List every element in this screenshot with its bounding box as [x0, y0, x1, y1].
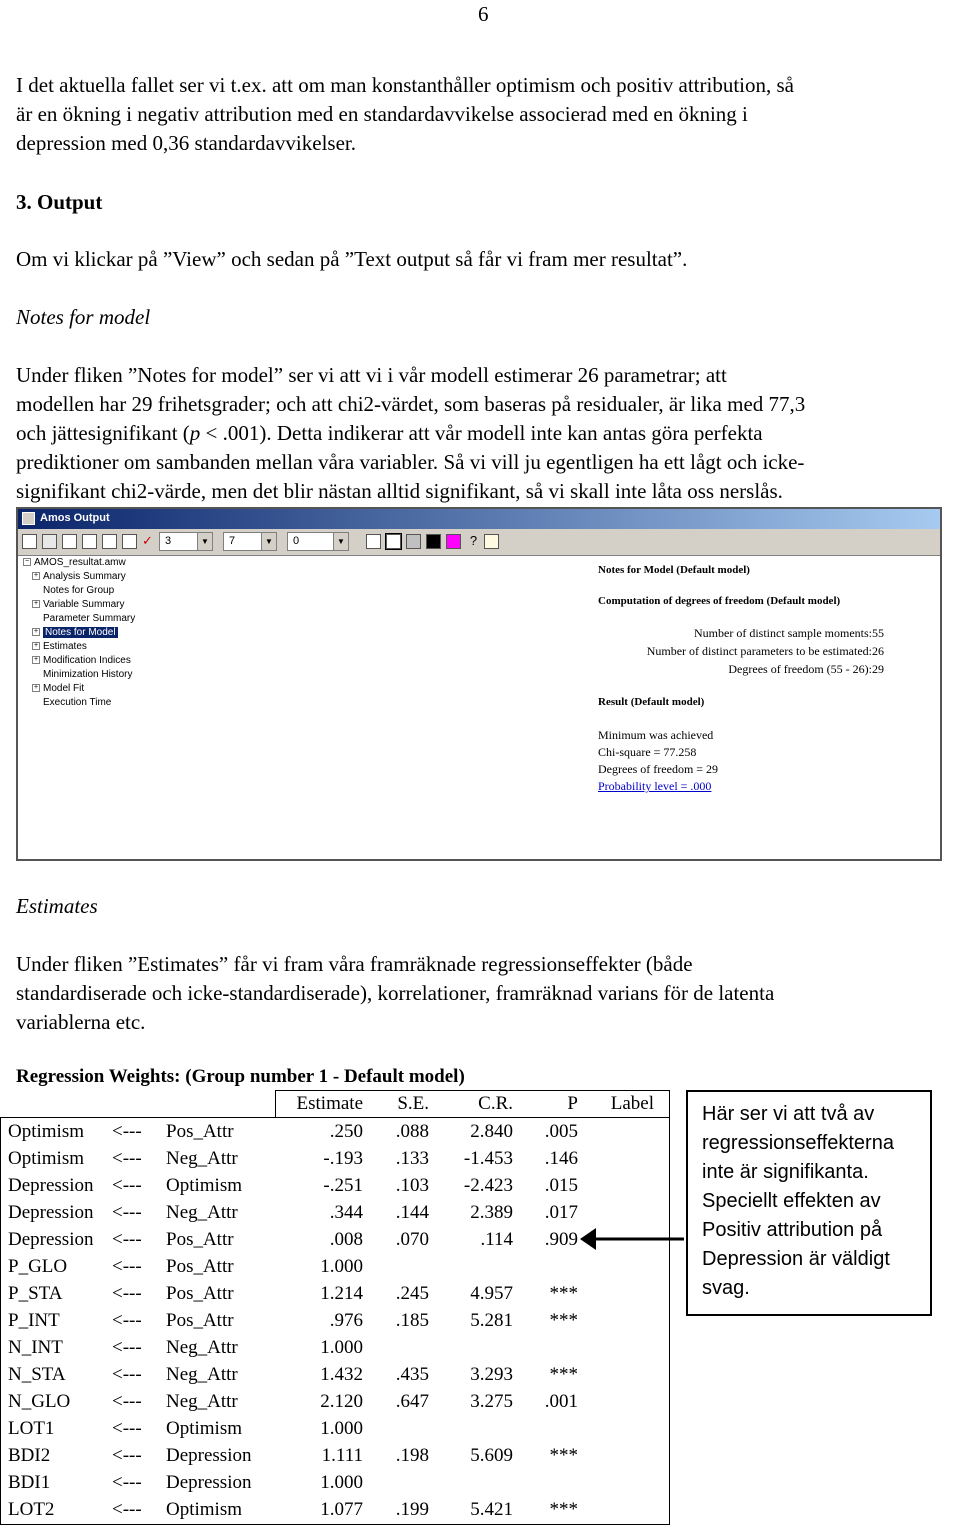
grid-icon[interactable]	[22, 534, 37, 549]
copy-icon[interactable]	[82, 534, 97, 549]
table-cell: <---	[112, 1499, 142, 1520]
dof-row-label: Degrees of freedom (55 - 26):	[728, 662, 872, 676]
estimates-heading: Estimates	[16, 894, 98, 918]
table-cell: <---	[112, 1148, 142, 1169]
table-cell: N_STA	[8, 1364, 66, 1385]
tree-item-model-fit[interactable]	[32, 682, 84, 695]
table-icon[interactable]	[102, 534, 117, 549]
table-cell: Pos_Attr	[166, 1283, 234, 1304]
table-cell: <---	[112, 1418, 142, 1439]
table-cell: ***	[549, 1283, 578, 1304]
table-cell: .001	[544, 1391, 578, 1412]
table-cell: .185	[395, 1310, 429, 1331]
amos-window-title: Amos Output	[40, 512, 110, 524]
table-cell: Optimism	[8, 1121, 85, 1142]
table-header: Estimate	[296, 1093, 363, 1114]
table-cell: Depression	[8, 1202, 94, 1223]
table-cell: 1.000	[320, 1256, 363, 1277]
table-header: S.E.	[397, 1093, 429, 1114]
callout-arrow	[580, 1222, 684, 1256]
table-cell: Optimism	[166, 1418, 243, 1439]
tree-item-label: Execution Time	[43, 697, 112, 708]
table-cell: Neg_Attr	[166, 1391, 238, 1412]
table-cell: BDI2	[8, 1445, 51, 1466]
table-cell: <---	[112, 1202, 142, 1223]
table-cell: .005	[544, 1121, 578, 1142]
table-cell: N_GLO	[8, 1391, 71, 1412]
table-cell: N_INT	[8, 1337, 63, 1358]
output-pane	[588, 556, 938, 859]
table-cell: ***	[549, 1445, 578, 1466]
tree-item-label: Modification Indices	[43, 655, 131, 666]
tree-item-variable-summary[interactable]	[32, 598, 125, 611]
expand-icon: +	[33, 600, 39, 608]
tree-item-notes-for-model[interactable]	[32, 626, 118, 639]
amos-app-icon	[22, 512, 35, 525]
table-cell: .133	[395, 1148, 429, 1169]
callout-line: Positiv attribution på	[702, 1219, 883, 1241]
table-cell: .435	[395, 1364, 429, 1385]
tree-item-label: Notes for Group	[43, 585, 115, 596]
chevron-down-icon: ▼	[261, 533, 276, 550]
tree-item-execution-time[interactable]	[32, 696, 111, 709]
dof-row-label: Number of distinct sample moments:	[694, 626, 872, 640]
table-cell: .146	[544, 1148, 578, 1169]
gridlines-icon[interactable]	[366, 534, 381, 549]
table-cell: Neg_Attr	[166, 1337, 238, 1358]
table-cell: ***	[549, 1364, 578, 1385]
print-preview-icon[interactable]	[42, 534, 57, 549]
table-cell: .070	[395, 1229, 429, 1250]
table-caption: Regression Weights: (Group number 1 - Default model)	[16, 1066, 465, 1087]
tree-item-parameter-summary[interactable]	[32, 612, 135, 625]
table-cell: 1.077	[320, 1499, 363, 1520]
expand-icon: +	[33, 684, 39, 692]
table-cell: Depression	[166, 1445, 252, 1466]
table-cell: -.251	[323, 1175, 363, 1196]
table-cell: 1.000	[320, 1418, 363, 1439]
regression-weights-table	[0, 1090, 670, 1528]
table-cell: <---	[112, 1472, 142, 1493]
intro-line-1: I det aktuella fallet ser vi t.ex. att om man konstanthåller optimism och positiv attribution, så	[16, 73, 794, 97]
amos-titlebar	[18, 509, 940, 529]
output-tree	[18, 556, 268, 859]
result-title: Result (Default model)	[598, 696, 705, 708]
table-cell: Neg_Attr	[166, 1148, 238, 1169]
expand-icon: +	[33, 628, 39, 636]
chevron-down-icon: ▼	[333, 533, 348, 550]
notes-line-3a: och jättesignifikant (	[16, 421, 190, 445]
expand-icon: +	[33, 656, 39, 664]
table-cell: P_INT	[8, 1310, 60, 1331]
columns-value: 0	[293, 535, 300, 547]
table-cell: 1.111	[321, 1445, 363, 1466]
table-cell: LOT1	[8, 1418, 55, 1439]
table-cell: -2.423	[463, 1175, 513, 1196]
dof-row-value: 55	[872, 626, 884, 640]
tree-item-minimization-history[interactable]	[32, 668, 132, 681]
tree-item-notes-for-group[interactable]	[32, 584, 114, 597]
tree-item-label: Parameter Summary	[43, 613, 136, 624]
dof-row-label: Number of distinct parameters to be estimated:	[646, 644, 872, 658]
table-cell: <---	[112, 1283, 142, 1304]
table-cell: .015	[544, 1175, 578, 1196]
table-cell: <---	[112, 1256, 142, 1277]
arrow-head	[580, 1228, 596, 1250]
expand-icon: +	[33, 642, 39, 650]
notes-p-symbol: p	[189, 421, 201, 445]
amos-toolbar	[18, 529, 940, 556]
table-cell: Depression	[166, 1472, 252, 1493]
width-value: 7	[229, 535, 236, 547]
callout-line: Depression är väldigt	[702, 1248, 890, 1270]
table-cell: 5.281	[470, 1310, 513, 1331]
tree-item-label: Analysis Summary	[43, 571, 126, 582]
table-cell: 2.120	[320, 1391, 363, 1412]
table-cell: -1.453	[463, 1148, 513, 1169]
table-cell: Pos_Attr	[166, 1310, 234, 1331]
notes-line-5: signifikant chi2-värde, men det blir nästan alltid signifikant, så vi skall inte låta oss nerslås.	[16, 479, 783, 503]
callout-box	[686, 1090, 932, 1316]
table-header: C.R.	[478, 1093, 513, 1114]
book-icon[interactable]	[484, 534, 499, 549]
table-cell: Optimism	[166, 1175, 243, 1196]
estimates-line-3: variablerna etc.	[16, 1010, 146, 1034]
table-cell: 1.000	[320, 1337, 363, 1358]
notes-line-3	[16, 419, 763, 448]
table-cell: 1.000	[320, 1472, 363, 1493]
callout-line: Här ser vi att två av	[702, 1103, 875, 1125]
tree-item-label-selected: Notes for Model	[45, 627, 116, 638]
table-cell: 3.293	[470, 1364, 513, 1385]
table-cell: P_STA	[8, 1283, 63, 1304]
page-number: 6	[478, 2, 489, 26]
notes-line-3c: Detta indikerar att vår modell inte kan antas göra perfekta	[276, 421, 763, 445]
result-line: Degrees of freedom = 29	[598, 762, 719, 776]
notes-heading: Notes for model	[16, 305, 151, 329]
table-cell: <---	[112, 1364, 142, 1385]
table-cell: 2.840	[470, 1121, 513, 1142]
callout-line: regressionseffekterna	[702, 1132, 894, 1154]
table-cell: 2.389	[470, 1202, 513, 1223]
properties-icon[interactable]	[122, 534, 137, 549]
table-cell: Pos_Attr	[166, 1229, 234, 1250]
check-icon[interactable]: ✓	[142, 533, 153, 548]
table-cell: Optimism	[8, 1148, 85, 1169]
table-rule	[0, 1117, 1, 1524]
table-cell: .144	[395, 1202, 429, 1223]
table-cell: <---	[112, 1121, 142, 1142]
tree-root-label: AMOS_resultat.amw	[34, 557, 126, 568]
intro-line-2: är en ökning i negativ attribution med en standardavvikelse associerad med en ökning i	[16, 102, 748, 126]
dof-row-value: 26	[872, 644, 884, 658]
table-cell: .250	[329, 1121, 363, 1142]
table-cell: Pos_Attr	[166, 1121, 234, 1142]
dof-computation-title: Computation of degrees of freedom (Default model)	[598, 595, 841, 607]
table-cell: .008	[329, 1229, 363, 1250]
view-instruction: Om vi klickar på ”View” och sedan på ”Text output så får vi fram mer resultat”.	[16, 247, 688, 271]
table-cell: Depression	[8, 1175, 94, 1196]
table-cell: 3.275	[470, 1391, 513, 1412]
notes-line-3b: < .001).	[200, 421, 277, 445]
print-icon[interactable]	[62, 534, 77, 549]
tree-item-label: Minimization History	[43, 669, 133, 680]
estimates-line-1: Under fliken ”Estimates” får vi fram våra framräknade regressionseffekter (både	[16, 952, 693, 976]
black-fill-icon[interactable]	[426, 534, 441, 549]
magenta-fill-icon[interactable]	[446, 534, 461, 549]
result-line: Minimum was achieved	[598, 728, 714, 742]
table-cell: .088	[395, 1121, 429, 1142]
gray-fill-icon[interactable]	[406, 534, 421, 549]
notes-line-2: modellen har 29 frihetsgrader; och att chi2-värdet, som baseras på residualer, är lika med 77,3	[16, 392, 806, 416]
callout-line: inte är signifikanta.	[702, 1161, 869, 1183]
table-cell: .909	[544, 1229, 578, 1250]
notes-line-4a: prediktioner om sambanden mellan våra variabler.	[16, 450, 444, 474]
notes-line-4	[16, 448, 804, 477]
table-cell: .245	[395, 1283, 429, 1304]
tree-item-estimates[interactable]	[32, 640, 87, 653]
expand-icon: +	[33, 572, 39, 580]
table-cell: 4.957	[470, 1283, 513, 1304]
notes-line-4b: Så vi vill ju egentligen ha ett lågt och icke-	[443, 450, 805, 474]
table-cell: 5.609	[470, 1445, 513, 1466]
probability-level-link[interactable]: Probability level = .000	[598, 779, 712, 793]
dof-row-value: 29	[872, 662, 884, 676]
tree-item-label: Estimates	[43, 641, 87, 652]
table-header: P	[567, 1093, 578, 1114]
table-cell: LOT2	[8, 1499, 55, 1520]
table-cell: 5.421	[470, 1499, 513, 1520]
callout-line: svag.	[702, 1277, 750, 1299]
estimates-line-2: standardiserade och icke-standardiserade), korrelationer, framräknad varians för de latenta	[16, 981, 775, 1005]
table-cell: <---	[112, 1175, 142, 1196]
table-cell: <---	[112, 1229, 142, 1250]
notes-for-model-title: Notes for Model (Default model)	[598, 564, 750, 576]
intro-line-3: depression med 0,36 standardavvikelser.	[16, 131, 356, 155]
table-cell: Neg_Attr	[166, 1364, 238, 1385]
callout-line: Speciellt effekten av	[702, 1190, 881, 1212]
tree-item-modification-indices[interactable]	[32, 654, 131, 667]
table-cell: .344	[329, 1202, 363, 1223]
table-rule	[275, 1090, 276, 1117]
frame-icon[interactable]	[386, 534, 401, 549]
tree-item-label: Model Fit	[43, 683, 85, 694]
table-cell: <---	[112, 1310, 142, 1331]
table-cell: P_GLO	[8, 1256, 68, 1277]
tree-item-label: Variable Summary	[43, 599, 125, 610]
collapse-icon: −	[24, 558, 30, 566]
decimals-select[interactable]	[159, 532, 213, 551]
tree-item-analysis-summary[interactable]	[32, 570, 126, 583]
table-cell: .114	[480, 1229, 513, 1250]
amos-output-window	[16, 507, 942, 861]
table-rule	[669, 1090, 670, 1524]
table-cell: Depression	[8, 1229, 94, 1250]
table-cell: BDI1	[8, 1472, 51, 1493]
table-cell: Optimism	[166, 1499, 243, 1520]
table-cell: .199	[395, 1499, 429, 1520]
table-cell: Pos_Attr	[166, 1256, 234, 1277]
table-cell: .198	[395, 1445, 429, 1466]
result-line: Chi-square = 77.258	[598, 745, 697, 759]
table-cell: ***	[549, 1310, 578, 1331]
width-select[interactable]	[223, 532, 277, 551]
section-heading: 3. Output	[16, 190, 103, 214]
table-cell: .976	[329, 1310, 363, 1331]
table-cell: .647	[395, 1391, 429, 1412]
table-cell: ***	[549, 1499, 578, 1520]
notes-line-1: Under fliken ”Notes for model” ser vi att vi i vår modell estimerar 26 parametrar; att	[16, 363, 727, 387]
tree-root[interactable]	[23, 556, 126, 569]
decimals-value: 3	[165, 535, 172, 547]
table-cell: .017	[544, 1202, 578, 1223]
chevron-down-icon: ▼	[197, 533, 212, 550]
table-cell: 1.214	[320, 1283, 363, 1304]
table-cell: <---	[112, 1391, 142, 1412]
table-cell: <---	[112, 1337, 142, 1358]
help-icon[interactable]: ?	[469, 533, 478, 548]
table-cell: -.193	[323, 1148, 363, 1169]
table-cell: Neg_Attr	[166, 1202, 238, 1223]
table-cell: .103	[395, 1175, 429, 1196]
table-header: Label	[610, 1093, 654, 1114]
table-rule	[0, 1524, 670, 1525]
table-cell: <---	[112, 1445, 142, 1466]
columns-select[interactable]	[287, 532, 349, 551]
table-cell: 1.432	[320, 1364, 363, 1385]
